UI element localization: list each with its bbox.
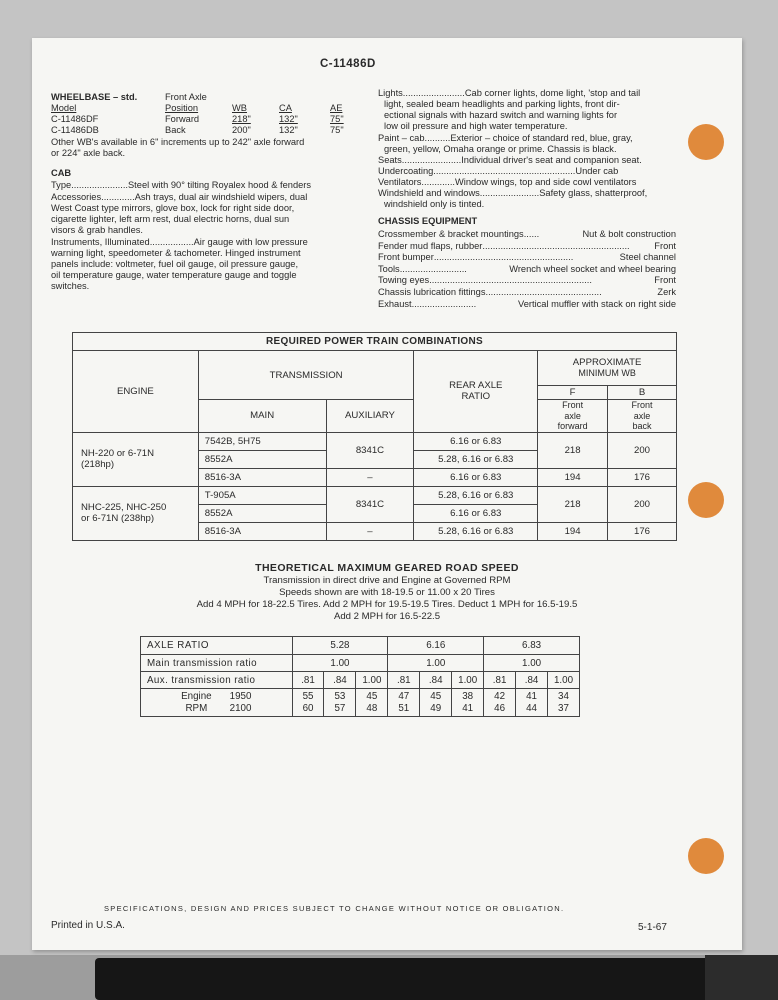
lights-text: low oil pressure and high water temperature. bbox=[384, 121, 568, 131]
engine-rpm-cell bbox=[141, 689, 293, 717]
undercoating-label: Undercoating....................................................... bbox=[378, 166, 576, 176]
rpm-label: RPM bbox=[185, 702, 208, 714]
ratio-cell: 6.16 or 6.83 bbox=[414, 468, 538, 486]
accessories-text: cigarette lighter, left arm rest, dual electric horns, dual sun bbox=[51, 214, 290, 224]
speed-value: 44 bbox=[526, 702, 537, 714]
engine-header: ENGINE bbox=[73, 351, 199, 433]
engine-label: Engine bbox=[181, 690, 212, 702]
chassis-item-leader: ...... bbox=[523, 229, 540, 239]
chassis-item-label: Towing eyes bbox=[378, 275, 430, 286]
ratio-cell: 5.28, 6.16 or 6.83 bbox=[414, 522, 538, 540]
cab-accessories bbox=[51, 192, 307, 204]
accessories-text: West Coast type mirrors, glove box, lock for right side door, bbox=[51, 203, 295, 213]
chassis-item-label: Exhaust bbox=[378, 298, 412, 309]
lights-text: Cab corner lights, dome light, 'stop and tail bbox=[464, 88, 641, 98]
aux-cell: 8341C bbox=[326, 486, 414, 522]
engine-cell bbox=[73, 432, 199, 486]
f-cell: 194 bbox=[538, 522, 608, 540]
aux-ratio-value: .81 bbox=[388, 672, 420, 689]
printed-in: Printed in U.S.A. bbox=[51, 920, 125, 931]
wheelbase-title: WHEELBASE – std. bbox=[51, 92, 138, 102]
ventilators-value: Window wings, top and side cowl ventilators bbox=[455, 177, 637, 187]
chassis-item bbox=[378, 299, 676, 311]
spec-sheet-page bbox=[32, 38, 742, 950]
chassis-item-leader: ............................................. bbox=[485, 287, 602, 297]
paint-label: Paint – cab.......... bbox=[378, 133, 451, 143]
wb-row-ca: 132" bbox=[279, 114, 298, 124]
speed-value: 57 bbox=[334, 702, 346, 714]
road-speed-title: THEORETICAL MAXIMUM GEARED ROAD SPEED bbox=[255, 562, 519, 574]
approx-min-wb-header bbox=[538, 351, 677, 386]
axle-ratio-value: 6.16 bbox=[388, 637, 484, 655]
aux-ratio-value: 1.00 bbox=[356, 672, 388, 689]
speed-value: 48 bbox=[366, 702, 378, 714]
punch-hole-bottom bbox=[688, 838, 724, 874]
speed-value: 42 bbox=[494, 690, 506, 702]
cab-type bbox=[51, 180, 311, 192]
main-cell: 8516-3A bbox=[198, 522, 326, 540]
binder-bar bbox=[95, 958, 710, 1000]
speed-value: 46 bbox=[494, 702, 506, 714]
speed-cell bbox=[484, 689, 516, 717]
windshield-text: Safety glass, shatterproof, bbox=[539, 188, 648, 198]
wb-header: WB bbox=[232, 103, 247, 113]
paint-text: green, yellow, Omaha orange or prime. Chassis is black. bbox=[384, 144, 617, 154]
chassis-equipment-title: CHASSIS EQUIPMENT bbox=[378, 216, 478, 226]
speed-cell bbox=[356, 689, 388, 717]
aux-ratio-value: 1.00 bbox=[548, 672, 580, 689]
wb-row-position: Forward bbox=[165, 114, 200, 124]
windshield-label: Windshield and windows....................... bbox=[378, 188, 540, 198]
seats-spec bbox=[378, 155, 642, 167]
cab-type-label: Type...................... bbox=[51, 180, 128, 190]
rpm-value: 1950 bbox=[229, 690, 252, 702]
power-train-table bbox=[72, 332, 677, 541]
b-sub-line: axle bbox=[633, 410, 651, 421]
f-sub-header bbox=[538, 400, 608, 433]
instruments-text: switches. bbox=[51, 281, 90, 291]
speed-cell bbox=[548, 689, 580, 717]
chassis-item-value: Vertical muffler with stack on right side bbox=[518, 298, 676, 309]
main-ratio-value: 1.00 bbox=[484, 655, 580, 672]
speed-cell bbox=[452, 689, 484, 717]
main-ratio-value: 1.00 bbox=[292, 655, 388, 672]
ratio-cell: 6.16 or 6.83 bbox=[414, 432, 538, 450]
speed-value: 38 bbox=[462, 690, 474, 702]
lights-label: Lights........................ bbox=[378, 88, 465, 98]
chassis-item-leader: ......................... bbox=[411, 298, 477, 309]
b-cell: 176 bbox=[608, 468, 677, 486]
ca-header: CA bbox=[279, 103, 292, 113]
ratio-cell: 6.16 or 6.83 bbox=[414, 504, 538, 522]
f-cell: 218 bbox=[538, 432, 608, 468]
wb-row-ae: 75" bbox=[330, 114, 344, 124]
wheelbase-note: Other WB's available in 6" increments up to 242" axle forward bbox=[51, 137, 305, 147]
speed-value: 53 bbox=[334, 690, 346, 702]
accessories-text: Ash trays, dual air windshield wipers, dual bbox=[134, 192, 308, 202]
engine-cell bbox=[73, 486, 199, 540]
rear-axle-ratio-header bbox=[414, 351, 538, 433]
aux-cell: – bbox=[326, 468, 414, 486]
chassis-item-value: Zerk bbox=[657, 287, 676, 297]
aux-cell: 8341C bbox=[326, 432, 414, 468]
aux-ratio-label: Aux. transmission ratio bbox=[141, 672, 293, 689]
chassis-item bbox=[378, 241, 676, 253]
chassis-item bbox=[378, 252, 676, 264]
doc-number: C-11486D bbox=[320, 58, 376, 70]
chassis-item-label: Tools bbox=[378, 263, 400, 274]
chassis-item-label: Fender mud flaps, rubber bbox=[378, 240, 483, 251]
f-sub-line: axle bbox=[564, 410, 581, 421]
f-cell: 194 bbox=[538, 468, 608, 486]
instruments-label: Instruments, Illuminated................. bbox=[51, 237, 194, 247]
main-cell: 8516-3A bbox=[198, 468, 326, 486]
speed-cell bbox=[420, 689, 452, 717]
cab-instruments bbox=[51, 237, 308, 249]
ratio-cell: 5.28, 6.16 or 6.83 bbox=[414, 486, 538, 504]
rpm-value: 2100 bbox=[229, 702, 252, 714]
undercoating-spec bbox=[378, 166, 618, 178]
undercoating-value: Under cab bbox=[575, 166, 619, 176]
main-cell: 8552A bbox=[198, 504, 326, 522]
main-cell: 7542B, 5H75 bbox=[198, 432, 326, 450]
seats-label: Seats....................... bbox=[378, 155, 462, 165]
chassis-item bbox=[378, 229, 676, 241]
windshield-text: windshield only is tinted. bbox=[384, 199, 485, 209]
model-header: Model bbox=[51, 103, 77, 113]
speed-value: 51 bbox=[398, 702, 410, 714]
b-cell: 200 bbox=[608, 432, 677, 468]
road-speed-subtitle: Speeds shown are with 18-19.5 or 11.00 x 20 Tires bbox=[279, 587, 495, 598]
chassis-item bbox=[378, 275, 676, 287]
ventilators-label: Ventilators............. bbox=[378, 177, 455, 187]
road-speed-subtitle: Add 2 MPH for 16.5-22.5 bbox=[333, 611, 441, 622]
paint-text: Exterior – choice of standard red, blue, gray, bbox=[450, 133, 633, 143]
chassis-item-label: Front bumper bbox=[378, 252, 434, 263]
axle-ratio-label: AXLE RATIO bbox=[141, 637, 293, 655]
cab-title: CAB bbox=[51, 168, 72, 178]
speed-cell bbox=[324, 689, 356, 717]
aux-ratio-value: .84 bbox=[516, 672, 548, 689]
wb-row-position: Back bbox=[165, 125, 186, 135]
engine-line: NH-220 or 6-71N bbox=[81, 448, 155, 459]
speed-value: 41 bbox=[526, 690, 537, 702]
chassis-item bbox=[378, 287, 676, 299]
chassis-item-value: Nut & bolt construction bbox=[582, 229, 676, 239]
speed-value: 60 bbox=[302, 702, 314, 714]
chassis-item-leader: ......................................................... bbox=[482, 240, 630, 251]
engine-line: or 6-71N (238hp) bbox=[81, 513, 155, 524]
chassis-item-leader: ............................................................... bbox=[429, 275, 592, 286]
aux-ratio-value: .84 bbox=[324, 672, 356, 689]
speed-value: 34 bbox=[558, 690, 569, 702]
engine-line: NHC-225, NHC-250 bbox=[81, 502, 167, 513]
wheelbase-note: or 224" axle back. bbox=[51, 148, 126, 158]
f-cell: 218 bbox=[538, 486, 608, 522]
f-sub-line: Front bbox=[562, 400, 584, 410]
b-header: B bbox=[608, 386, 677, 400]
lights-text: ectional signals with hazard switch and warning lights for bbox=[384, 110, 618, 120]
chassis-item-leader: .......................... bbox=[399, 263, 467, 274]
lights-text: light, sealed beam headlights and parking lights, front dir- bbox=[384, 99, 620, 109]
engine-line: (218hp) bbox=[81, 459, 115, 470]
windshield-spec bbox=[378, 188, 647, 200]
road-speed-table bbox=[140, 636, 580, 717]
main-ratio-value: 1.00 bbox=[388, 655, 484, 672]
ventilators-spec bbox=[378, 177, 636, 189]
instruments-text: Air gauge with low pressure bbox=[193, 237, 308, 247]
chassis-item bbox=[378, 264, 676, 276]
chassis-item-leader: ...................................................... bbox=[433, 252, 574, 263]
road-speed-subtitle: Transmission in direct drive and Engine at Governed RPM bbox=[263, 575, 511, 586]
wb-row-model: C-11486DF bbox=[51, 114, 99, 124]
wb-row-ca: 132" bbox=[279, 125, 298, 135]
rear-axle-label: REAR AXLE bbox=[449, 380, 503, 392]
accessories-text: visors & grab handles. bbox=[51, 225, 143, 235]
main-header: MAIN bbox=[198, 400, 326, 433]
b-sub-header bbox=[608, 400, 677, 433]
chassis-item-value: Wrench wheel socket and wheel bearing bbox=[509, 263, 676, 274]
binder-edge bbox=[705, 955, 778, 1000]
cab-type-value: Steel with 90° tilting Royalex hood & fenders bbox=[127, 180, 312, 190]
ratio-label: RATIO bbox=[461, 391, 491, 403]
auxiliary-header: AUXILIARY bbox=[326, 400, 414, 433]
paint-spec bbox=[378, 133, 633, 145]
approximate-label: APPROXIMATE bbox=[572, 357, 642, 368]
aux-ratio-value: 1.00 bbox=[452, 672, 484, 689]
aux-ratio-value: .81 bbox=[484, 672, 516, 689]
aux-ratio-value: .81 bbox=[292, 672, 324, 689]
speed-value: 49 bbox=[430, 702, 442, 714]
speed-cell bbox=[516, 689, 548, 717]
wb-row-wb: 218" bbox=[232, 114, 251, 124]
speed-value: 45 bbox=[366, 690, 378, 702]
f-sub-line: forward bbox=[557, 421, 588, 431]
aux-cell: – bbox=[326, 522, 414, 540]
b-cell: 200 bbox=[608, 486, 677, 522]
transmission-header: TRANSMISSION bbox=[198, 351, 414, 400]
lights-spec bbox=[378, 88, 640, 100]
speed-value: 47 bbox=[398, 690, 410, 702]
front-axle-header: Front Axle bbox=[165, 92, 207, 102]
position-header: Position bbox=[165, 103, 199, 113]
road-speed-subtitle: Add 4 MPH for 18-22.5 Tires. Add 2 MPH for 19.5-19.5 Tires. Deduct 1 MPH for 16.5-19.5 bbox=[196, 599, 578, 610]
speed-cell bbox=[292, 689, 324, 717]
wb-row-wb: 200" bbox=[232, 125, 251, 135]
speed-value: 45 bbox=[430, 690, 442, 702]
chassis-item-value: Front bbox=[654, 240, 676, 251]
main-ratio-label: Main transmission ratio bbox=[141, 655, 293, 672]
chassis-item-value: Front bbox=[654, 275, 676, 286]
chassis-item-value: Steel channel bbox=[619, 252, 676, 263]
minimum-wb-label: MINIMUM WB bbox=[578, 368, 636, 378]
b-sub-line: back bbox=[632, 421, 652, 431]
power-train-title: REQUIRED POWER TRAIN COMBINATIONS bbox=[73, 333, 677, 351]
wb-row-ae: 75" bbox=[330, 125, 344, 135]
speed-value: 41 bbox=[462, 702, 474, 714]
f-header: F bbox=[538, 386, 608, 400]
ae-header: AE bbox=[330, 103, 343, 113]
speed-value: 55 bbox=[302, 690, 314, 702]
axle-ratio-value: 5.28 bbox=[292, 637, 388, 655]
punch-hole-top bbox=[688, 124, 724, 160]
speed-value: 37 bbox=[558, 702, 569, 714]
b-cell: 176 bbox=[608, 522, 677, 540]
chassis-item-label: Chassis lubrication fittings bbox=[378, 287, 486, 297]
ratio-cell: 5.28, 6.16 or 6.83 bbox=[414, 450, 538, 468]
instruments-text: warning light, speedometer & tachometer. Hinged instrument bbox=[51, 248, 301, 258]
main-cell: 8552A bbox=[198, 450, 326, 468]
main-cell: T-905A bbox=[198, 486, 326, 504]
disclaimer: SPECIFICATIONS, DESIGN AND PRICES SUBJECT TO CHANGE WITHOUT NOTICE OR OBLIGATION. bbox=[104, 904, 565, 913]
print-date: 5-1-67 bbox=[638, 922, 667, 933]
speed-cell bbox=[388, 689, 420, 717]
aux-ratio-value: .84 bbox=[420, 672, 452, 689]
instruments-text: oil temperature gauge, water temperature gauge and toggle bbox=[51, 270, 297, 280]
accessories-label: Accessories............. bbox=[51, 192, 135, 202]
punch-hole-middle bbox=[688, 482, 724, 518]
axle-ratio-value: 6.83 bbox=[484, 637, 580, 655]
instruments-text: panels include: voltmeter, fuel oil gauge, oil pressure gauge, bbox=[51, 259, 299, 269]
wb-row-model: C-11486DB bbox=[51, 125, 99, 135]
chassis-item-label: Crossmember & bracket mountings bbox=[378, 229, 524, 239]
b-sub-line: Front bbox=[631, 400, 653, 410]
seats-value: Individual driver's seat and companion seat. bbox=[461, 155, 642, 165]
